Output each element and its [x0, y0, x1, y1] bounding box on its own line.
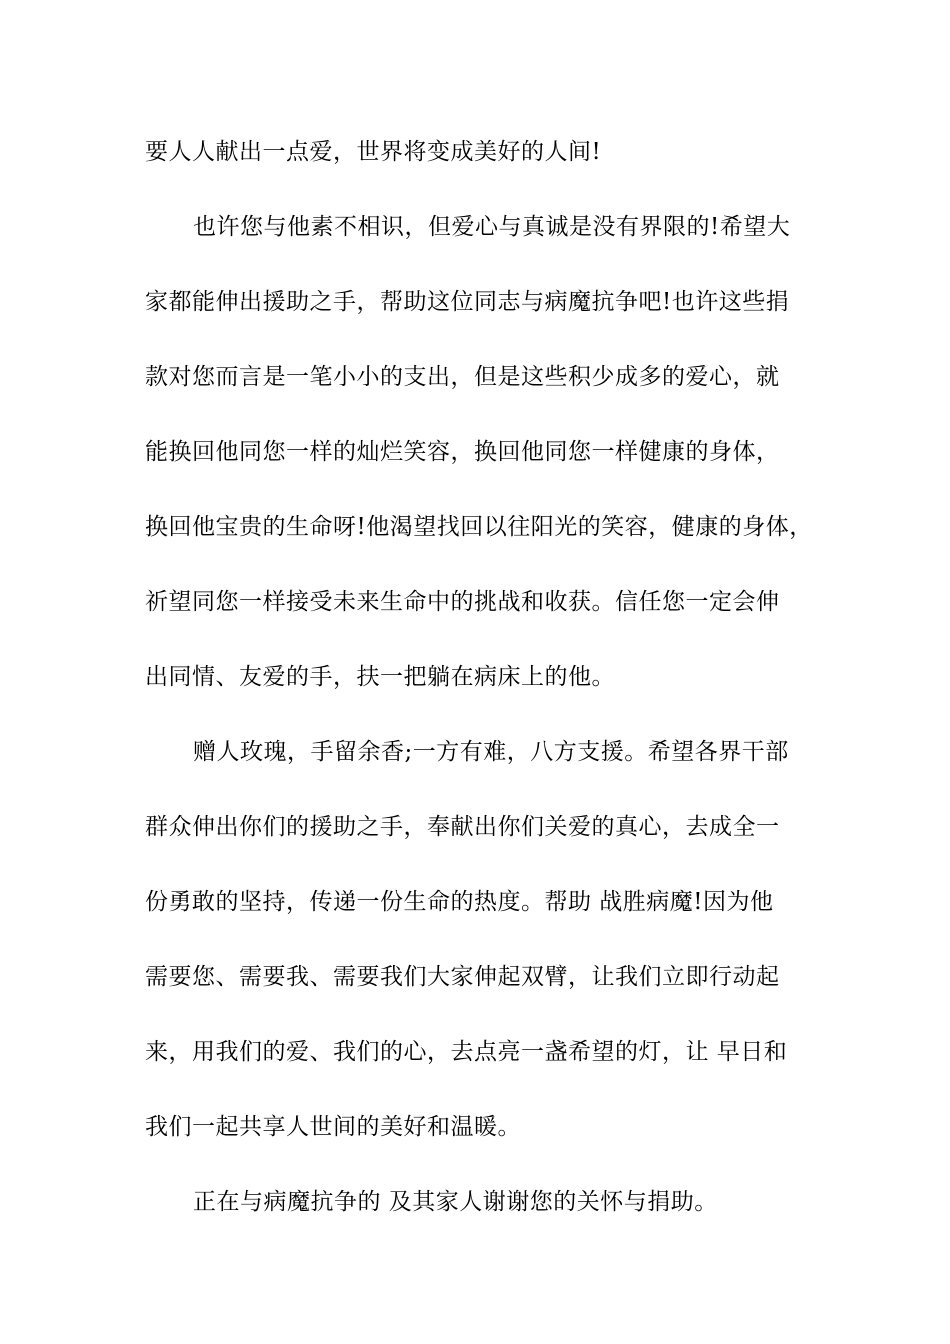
text-line-6: 换回他宝贵的生命呀!他渴望找回以往阳光的笑容，健康的身体， — [145, 514, 813, 540]
text-line-14: 我们一起共享人世间的美好和温暖。 — [145, 1114, 521, 1140]
text-line-15: 正在与病魔抗争的 及其家人谢谢您的关怀与捐助。 — [193, 1189, 718, 1215]
text-line-11: 份勇敢的坚持，传递一份生命的热度。帮助 战胜病魔!因为他 — [145, 889, 774, 915]
text-line-9: 赠人玫瑰，手留余香;一方有难，八方支援。希望各界干部 — [193, 739, 789, 765]
text-line-5: 能换回他同您一样的灿烂笑容，换回他同您一样健康的身体， — [145, 439, 780, 465]
text-line-2: 也许您与他素不相识，但爱心与真诚是没有界限的!希望大 — [193, 214, 791, 240]
text-line-7: 祈望同您一样接受未来生命中的挑战和收获。信任您一定会伸 — [145, 589, 780, 615]
text-line-10: 群众伸出你们的援助之手，奉献出你们关爱的真心，去成全一 — [145, 814, 780, 840]
text-line-8: 出同情、友爱的手，扶一把躺在病床上的他。 — [145, 664, 615, 690]
text-line-13: 来，用我们的爱、我们的心，去点亮一盏希望的灯，让 早日和 — [145, 1039, 788, 1065]
text-line-1: 要人人献出一点爱，世界将变成美好的人间! — [145, 139, 602, 165]
text-line-4: 款对您而言是一笔小小的支出，但是这些积少成多的爱心，就 — [145, 364, 780, 390]
text-line-12: 需要您、需要我、需要我们大家伸起双臂，让我们立即行动起 — [145, 964, 780, 990]
text-line-3: 家都能伸出援助之手，帮助这位同志与病魔抗争吧!也许这些捐 — [145, 289, 790, 315]
